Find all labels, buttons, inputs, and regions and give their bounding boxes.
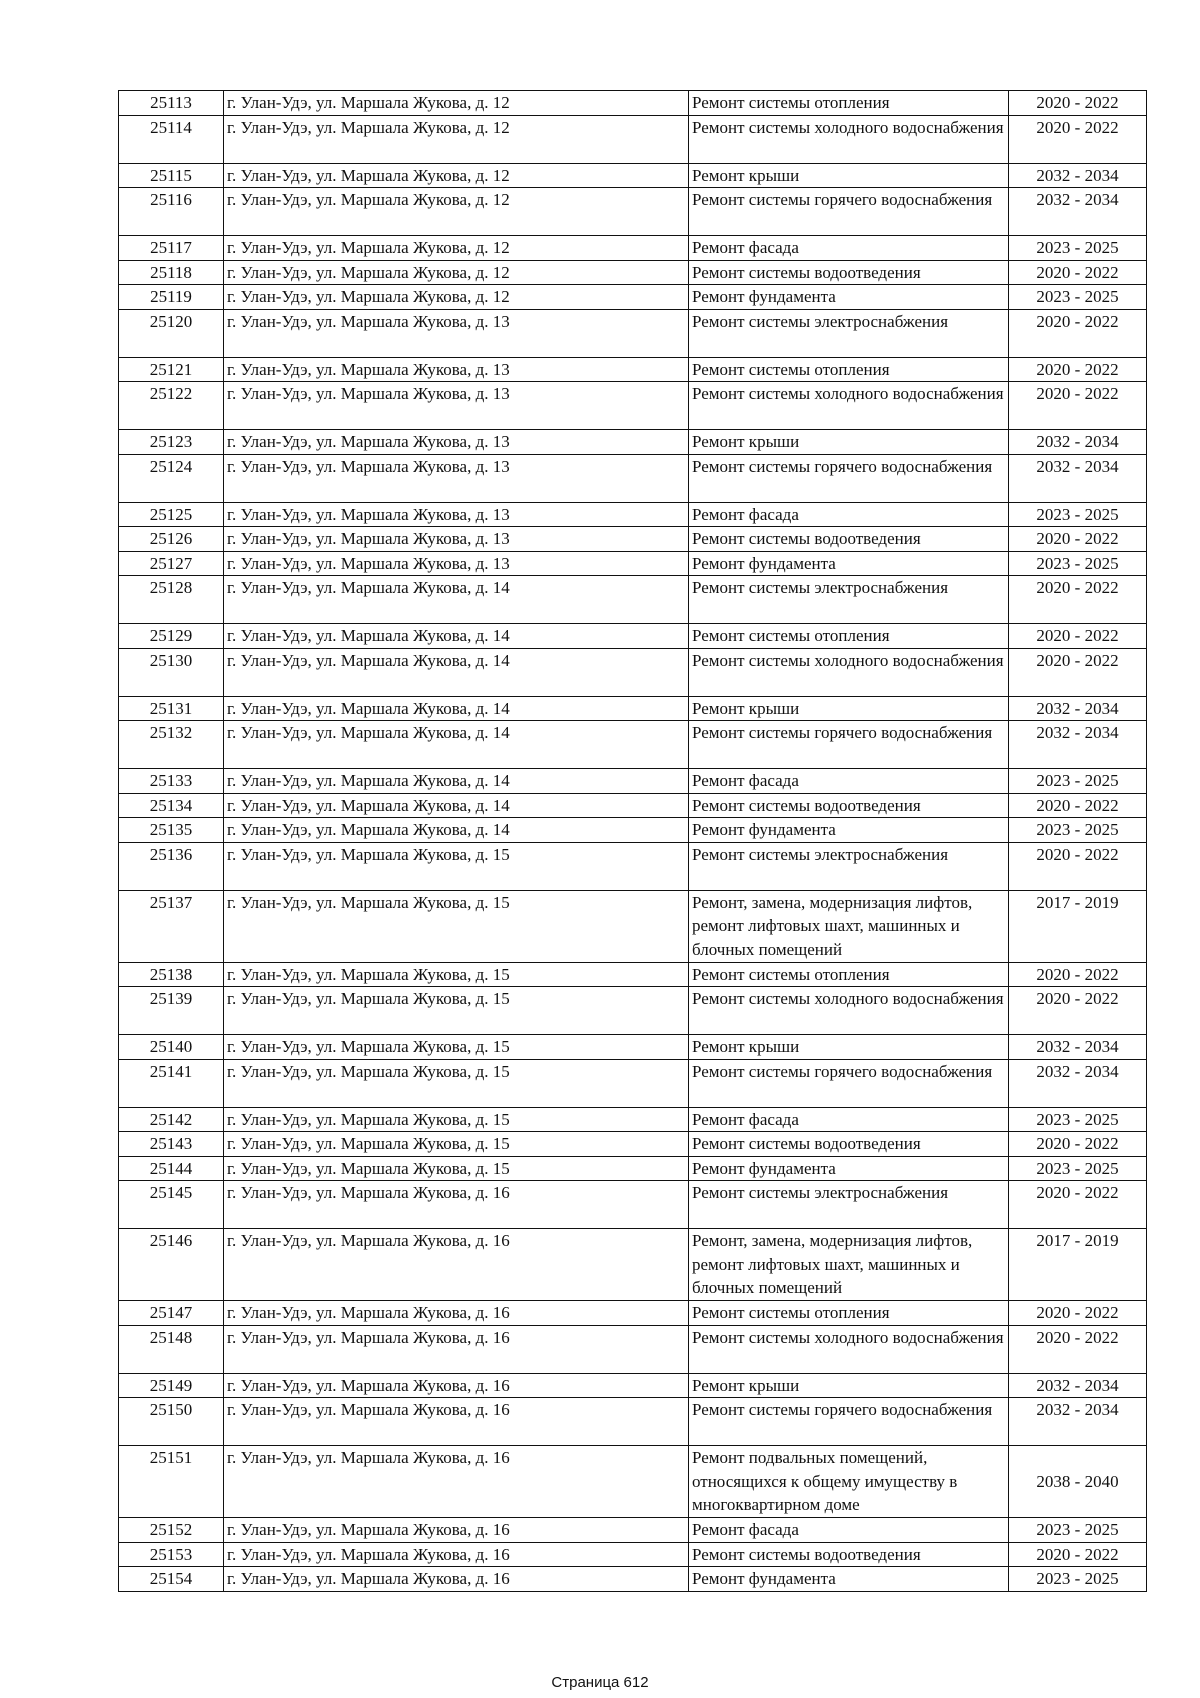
table-row <box>119 1373 1147 1398</box>
row-id-cell: 25127 <box>119 551 224 576</box>
row-address-cell: г. Улан-Удэ, ул. Маршала Жукова, д. 15 <box>224 1035 689 1060</box>
row-period-cell: 2032 - 2034 <box>1009 163 1147 188</box>
table-row <box>119 1059 1147 1107</box>
row-work-type-cell: Ремонт системы электроснабжения <box>689 842 1009 890</box>
table-row <box>119 962 1147 987</box>
row-id-cell: 25142 <box>119 1107 224 1132</box>
row-period-cell: 2020 - 2022 <box>1009 1542 1147 1567</box>
row-id-cell: 25130 <box>119 648 224 696</box>
row-period-cell: 2032 - 2034 <box>1009 1373 1147 1398</box>
table-row <box>119 551 1147 576</box>
table-row <box>119 527 1147 552</box>
row-address-cell: г. Улан-Удэ, ул. Маршала Жукова, д. 14 <box>224 721 689 769</box>
row-work-type-cell: Ремонт системы водоотведения <box>689 793 1009 818</box>
row-address-cell: г. Улан-Удэ, ул. Маршала Жукова, д. 15 <box>224 987 689 1035</box>
row-id-cell: 25133 <box>119 769 224 794</box>
row-period-cell: 2023 - 2025 <box>1009 551 1147 576</box>
row-period-cell: 2032 - 2034 <box>1009 721 1147 769</box>
row-work-type-cell: Ремонт подвальных помещений, относящихся к общему имуществу в многоквартирном доме <box>689 1446 1009 1518</box>
row-id-cell: 25132 <box>119 721 224 769</box>
table-row <box>119 236 1147 261</box>
row-address-cell: г. Улан-Удэ, ул. Маршала Жукова, д. 14 <box>224 818 689 843</box>
row-work-type-cell: Ремонт системы холодного водоснабжения <box>689 987 1009 1035</box>
row-work-type-cell: Ремонт системы электроснабжения <box>689 1181 1009 1229</box>
row-address-cell: г. Улан-Удэ, ул. Маршала Жукова, д. 15 <box>224 1156 689 1181</box>
table-row <box>119 454 1147 502</box>
row-period-cell: 2023 - 2025 <box>1009 1107 1147 1132</box>
row-work-type-cell: Ремонт, замена, модернизация лифтов, ремонт лифтовых шахт, машинных и блочных помещений <box>689 890 1009 962</box>
row-work-type-cell: Ремонт системы горячего водоснабжения <box>689 1398 1009 1446</box>
row-period-cell: 2020 - 2022 <box>1009 624 1147 649</box>
row-period-cell: 2023 - 2025 <box>1009 285 1147 310</box>
row-id-cell: 25125 <box>119 502 224 527</box>
row-period-cell: 2032 - 2034 <box>1009 696 1147 721</box>
row-address-cell: г. Улан-Удэ, ул. Маршала Жукова, д. 14 <box>224 769 689 794</box>
row-period-cell: 2023 - 2025 <box>1009 1567 1147 1592</box>
row-address-cell: г. Улан-Удэ, ул. Маршала Жукова, д. 12 <box>224 236 689 261</box>
row-id-cell: 25146 <box>119 1229 224 1301</box>
row-work-type-cell: Ремонт фундамента <box>689 1156 1009 1181</box>
row-work-type-cell: Ремонт системы водоотведения <box>689 1132 1009 1157</box>
row-id-cell: 25153 <box>119 1542 224 1567</box>
table-row <box>119 1156 1147 1181</box>
row-period-cell: 2023 - 2025 <box>1009 1156 1147 1181</box>
row-address-cell: г. Улан-Удэ, ул. Маршала Жукова, д. 16 <box>224 1229 689 1301</box>
row-period-cell: 2032 - 2034 <box>1009 1398 1147 1446</box>
row-work-type-cell: Ремонт системы горячего водоснабжения <box>689 1059 1009 1107</box>
table-row <box>119 818 1147 843</box>
table-row <box>119 163 1147 188</box>
row-work-type-cell: Ремонт системы горячего водоснабжения <box>689 721 1009 769</box>
row-address-cell: г. Улан-Удэ, ул. Маршала Жукова, д. 13 <box>224 430 689 455</box>
table-row <box>119 793 1147 818</box>
row-work-type-cell: Ремонт фундамента <box>689 818 1009 843</box>
table-row <box>119 987 1147 1035</box>
row-period-cell: 2017 - 2019 <box>1009 1229 1147 1301</box>
row-period-cell: 2020 - 2022 <box>1009 962 1147 987</box>
table-row <box>119 648 1147 696</box>
row-address-cell: г. Улан-Удэ, ул. Маршала Жукова, д. 12 <box>224 260 689 285</box>
row-address-cell: г. Улан-Удэ, ул. Маршала Жукова, д. 15 <box>224 1059 689 1107</box>
row-id-cell: 25114 <box>119 115 224 163</box>
row-work-type-cell: Ремонт системы электроснабжения <box>689 309 1009 357</box>
row-period-cell: 2032 - 2034 <box>1009 430 1147 455</box>
table-row <box>119 357 1147 382</box>
row-address-cell: г. Улан-Удэ, ул. Маршала Жукова, д. 12 <box>224 285 689 310</box>
row-work-type-cell: Ремонт фундамента <box>689 551 1009 576</box>
row-id-cell: 25131 <box>119 696 224 721</box>
table-row <box>119 1181 1147 1229</box>
row-address-cell: г. Улан-Удэ, ул. Маршала Жукова, д. 16 <box>224 1567 689 1592</box>
row-address-cell: г. Улан-Удэ, ул. Маршала Жукова, д. 16 <box>224 1398 689 1446</box>
row-id-cell: 25122 <box>119 382 224 430</box>
row-period-cell: 2023 - 2025 <box>1009 236 1147 261</box>
row-work-type-cell: Ремонт системы водоотведения <box>689 1542 1009 1567</box>
table-row <box>119 1107 1147 1132</box>
row-id-cell: 25134 <box>119 793 224 818</box>
row-id-cell: 25119 <box>119 285 224 310</box>
row-period-cell: 2020 - 2022 <box>1009 1181 1147 1229</box>
row-id-cell: 25113 <box>119 91 224 116</box>
row-address-cell: г. Улан-Удэ, ул. Маршала Жукова, д. 14 <box>224 793 689 818</box>
table-row <box>119 382 1147 430</box>
row-address-cell: г. Улан-Удэ, ул. Маршала Жукова, д. 12 <box>224 91 689 116</box>
row-period-cell: 2032 - 2034 <box>1009 454 1147 502</box>
row-id-cell: 25136 <box>119 842 224 890</box>
row-address-cell: г. Улан-Удэ, ул. Маршала Жукова, д. 13 <box>224 382 689 430</box>
row-address-cell: г. Улан-Удэ, ул. Маршала Жукова, д. 16 <box>224 1181 689 1229</box>
row-address-cell: г. Улан-Удэ, ул. Маршала Жукова, д. 12 <box>224 163 689 188</box>
table-row <box>119 309 1147 357</box>
row-work-type-cell: Ремонт системы отопления <box>689 1301 1009 1326</box>
row-address-cell: г. Улан-Удэ, ул. Маршала Жукова, д. 16 <box>224 1373 689 1398</box>
row-address-cell: г. Улан-Удэ, ул. Маршала Жукова, д. 16 <box>224 1518 689 1543</box>
row-work-type-cell: Ремонт системы электроснабжения <box>689 576 1009 624</box>
row-work-type-cell: Ремонт системы горячего водоснабжения <box>689 454 1009 502</box>
row-work-type-cell: Ремонт фасада <box>689 1518 1009 1543</box>
row-period-cell: 2023 - 2025 <box>1009 502 1147 527</box>
row-period-cell: 2020 - 2022 <box>1009 987 1147 1035</box>
row-address-cell: г. Улан-Удэ, ул. Маршала Жукова, д. 12 <box>224 188 689 236</box>
row-period-cell: 2032 - 2034 <box>1009 1035 1147 1060</box>
row-work-type-cell: Ремонт системы водоотведения <box>689 260 1009 285</box>
row-id-cell: 25150 <box>119 1398 224 1446</box>
row-address-cell: г. Улан-Удэ, ул. Маршала Жукова, д. 13 <box>224 309 689 357</box>
table-row <box>119 285 1147 310</box>
row-id-cell: 25124 <box>119 454 224 502</box>
table-row <box>119 1229 1147 1301</box>
row-id-cell: 25126 <box>119 527 224 552</box>
row-id-cell: 25139 <box>119 987 224 1035</box>
row-work-type-cell: Ремонт системы холодного водоснабжения <box>689 382 1009 430</box>
row-id-cell: 25123 <box>119 430 224 455</box>
row-address-cell: г. Улан-Удэ, ул. Маршала Жукова, д. 13 <box>224 551 689 576</box>
row-work-type-cell: Ремонт системы отопления <box>689 91 1009 116</box>
table-row <box>119 1446 1147 1518</box>
row-period-cell: 2020 - 2022 <box>1009 309 1147 357</box>
row-period-cell: 2020 - 2022 <box>1009 260 1147 285</box>
row-work-type-cell: Ремонт системы холодного водоснабжения <box>689 1325 1009 1373</box>
row-period-cell: 2020 - 2022 <box>1009 382 1147 430</box>
row-address-cell: г. Улан-Удэ, ул. Маршала Жукова, д. 15 <box>224 962 689 987</box>
row-period-cell: 2038 - 2040 <box>1009 1446 1147 1518</box>
table-row <box>119 1132 1147 1157</box>
row-period-cell: 2032 - 2034 <box>1009 188 1147 236</box>
row-id-cell: 25115 <box>119 163 224 188</box>
row-id-cell: 25116 <box>119 188 224 236</box>
row-address-cell: г. Улан-Удэ, ул. Маршала Жукова, д. 13 <box>224 502 689 527</box>
row-work-type-cell: Ремонт крыши <box>689 696 1009 721</box>
table-row <box>119 1398 1147 1446</box>
row-address-cell: г. Улан-Удэ, ул. Маршала Жукова, д. 15 <box>224 1107 689 1132</box>
table-row <box>119 842 1147 890</box>
row-address-cell: г. Улан-Удэ, ул. Маршала Жукова, д. 16 <box>224 1301 689 1326</box>
row-id-cell: 25118 <box>119 260 224 285</box>
row-address-cell: г. Улан-Удэ, ул. Маршала Жукова, д. 13 <box>224 357 689 382</box>
row-period-cell: 2020 - 2022 <box>1009 1301 1147 1326</box>
table-row <box>119 1542 1147 1567</box>
row-work-type-cell: Ремонт фундамента <box>689 1567 1009 1592</box>
table-row <box>119 721 1147 769</box>
row-address-cell: г. Улан-Удэ, ул. Маршала Жукова, д. 15 <box>224 890 689 962</box>
table-row <box>119 696 1147 721</box>
table-row <box>119 188 1147 236</box>
table-row <box>119 91 1147 116</box>
row-work-type-cell: Ремонт системы отопления <box>689 357 1009 382</box>
row-id-cell: 25135 <box>119 818 224 843</box>
row-work-type-cell: Ремонт фасада <box>689 1107 1009 1132</box>
row-address-cell: г. Улан-Удэ, ул. Маршала Жукова, д. 16 <box>224 1542 689 1567</box>
row-address-cell: г. Улан-Удэ, ул. Маршала Жукова, д. 14 <box>224 576 689 624</box>
row-id-cell: 25144 <box>119 1156 224 1181</box>
row-period-cell: 2020 - 2022 <box>1009 357 1147 382</box>
row-address-cell: г. Улан-Удэ, ул. Маршала Жукова, д. 13 <box>224 527 689 552</box>
row-address-cell: г. Улан-Удэ, ул. Маршала Жукова, д. 13 <box>224 454 689 502</box>
row-work-type-cell: Ремонт фасада <box>689 769 1009 794</box>
row-id-cell: 25120 <box>119 309 224 357</box>
row-id-cell: 25149 <box>119 1373 224 1398</box>
row-period-cell: 2020 - 2022 <box>1009 1132 1147 1157</box>
row-work-type-cell: Ремонт системы горячего водоснабжения <box>689 188 1009 236</box>
table-row <box>119 260 1147 285</box>
row-id-cell: 25141 <box>119 1059 224 1107</box>
page-number: Страница 612 <box>551 1674 649 1691</box>
row-id-cell: 25128 <box>119 576 224 624</box>
row-work-type-cell: Ремонт системы отопления <box>689 624 1009 649</box>
row-work-type-cell: Ремонт крыши <box>689 430 1009 455</box>
table-row <box>119 576 1147 624</box>
row-period-cell: 2023 - 2025 <box>1009 769 1147 794</box>
row-period-cell: 2020 - 2022 <box>1009 527 1147 552</box>
row-address-cell: г. Улан-Удэ, ул. Маршала Жукова, д. 15 <box>224 842 689 890</box>
table-row <box>119 1301 1147 1326</box>
row-work-type-cell: Ремонт крыши <box>689 1373 1009 1398</box>
row-id-cell: 25145 <box>119 1181 224 1229</box>
row-id-cell: 25117 <box>119 236 224 261</box>
row-work-type-cell: Ремонт фасада <box>689 502 1009 527</box>
row-period-cell: 2032 - 2034 <box>1009 1059 1147 1107</box>
row-period-cell: 2020 - 2022 <box>1009 576 1147 624</box>
row-work-type-cell: Ремонт, замена, модернизация лифтов, ремонт лифтовых шахт, машинных и блочных помещений <box>689 1229 1009 1301</box>
row-work-type-cell: Ремонт системы холодного водоснабжения <box>689 648 1009 696</box>
row-period-cell: 2023 - 2025 <box>1009 818 1147 843</box>
row-period-cell: 2020 - 2022 <box>1009 842 1147 890</box>
row-period-cell: 2020 - 2022 <box>1009 793 1147 818</box>
row-work-type-cell: Ремонт системы водоотведения <box>689 527 1009 552</box>
row-period-cell: 2020 - 2022 <box>1009 648 1147 696</box>
table-row <box>119 769 1147 794</box>
row-address-cell: г. Улан-Удэ, ул. Маршала Жукова, д. 16 <box>224 1446 689 1518</box>
row-period-cell: 2020 - 2022 <box>1009 91 1147 116</box>
row-period-cell: 2020 - 2022 <box>1009 115 1147 163</box>
row-id-cell: 25138 <box>119 962 224 987</box>
row-address-cell: г. Улан-Удэ, ул. Маршала Жукова, д. 16 <box>224 1325 689 1373</box>
row-work-type-cell: Ремонт системы отопления <box>689 962 1009 987</box>
row-period-cell: 2020 - 2022 <box>1009 1325 1147 1373</box>
row-period-cell: 2023 - 2025 <box>1009 1518 1147 1543</box>
table-row <box>119 1035 1147 1060</box>
row-address-cell: г. Улан-Удэ, ул. Маршала Жукова, д. 12 <box>224 115 689 163</box>
row-address-cell: г. Улан-Удэ, ул. Маршала Жукова, д. 14 <box>224 696 689 721</box>
repair-schedule-table <box>118 90 1147 1592</box>
row-id-cell: 25147 <box>119 1301 224 1326</box>
table-row <box>119 624 1147 649</box>
row-id-cell: 25140 <box>119 1035 224 1060</box>
row-address-cell: г. Улан-Удэ, ул. Маршала Жукова, д. 14 <box>224 648 689 696</box>
row-id-cell: 25151 <box>119 1446 224 1518</box>
row-work-type-cell: Ремонт крыши <box>689 163 1009 188</box>
table-row <box>119 1567 1147 1592</box>
row-work-type-cell: Ремонт системы холодного водоснабжения <box>689 115 1009 163</box>
row-address-cell: г. Улан-Удэ, ул. Маршала Жукова, д. 15 <box>224 1132 689 1157</box>
row-id-cell: 25129 <box>119 624 224 649</box>
table-row <box>119 1518 1147 1543</box>
row-work-type-cell: Ремонт фасада <box>689 236 1009 261</box>
row-id-cell: 25137 <box>119 890 224 962</box>
row-address-cell: г. Улан-Удэ, ул. Маршала Жукова, д. 14 <box>224 624 689 649</box>
table-body <box>119 91 1147 1592</box>
row-work-type-cell: Ремонт крыши <box>689 1035 1009 1060</box>
table-row <box>119 502 1147 527</box>
row-work-type-cell: Ремонт фундамента <box>689 285 1009 310</box>
row-id-cell: 25154 <box>119 1567 224 1592</box>
table-row <box>119 430 1147 455</box>
row-id-cell: 25121 <box>119 357 224 382</box>
row-period-cell: 2017 - 2019 <box>1009 890 1147 962</box>
table-row <box>119 1325 1147 1373</box>
row-id-cell: 25148 <box>119 1325 224 1373</box>
row-id-cell: 25143 <box>119 1132 224 1157</box>
table-row <box>119 890 1147 962</box>
row-id-cell: 25152 <box>119 1518 224 1543</box>
table-row <box>119 115 1147 163</box>
